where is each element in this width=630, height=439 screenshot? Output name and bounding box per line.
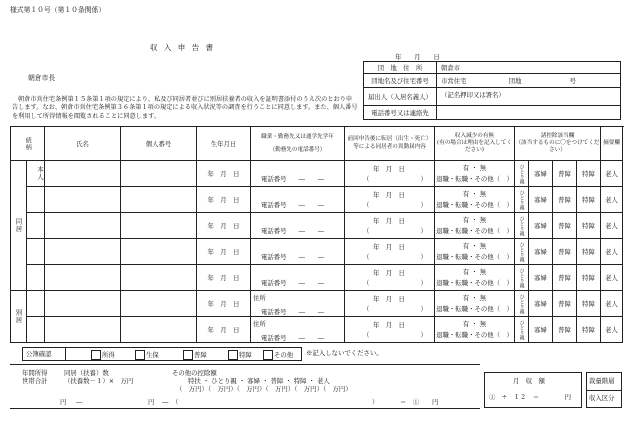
prev-paren: （ ） — [363, 200, 427, 209]
income-cell[interactable] — [435, 265, 515, 291]
work-cell[interactable] — [251, 317, 345, 343]
check-special-disability[interactable] — [228, 350, 252, 360]
prev-date: 年 月 日 — [373, 164, 405, 173]
deduction-header — [515, 127, 601, 161]
mynumber-cell[interactable] — [121, 291, 197, 317]
prev-date: 年 月 日 — [373, 242, 405, 251]
deduction-cell[interactable]: 寡婦 — [529, 291, 553, 317]
table-row — [11, 317, 623, 343]
phone-dashes: ― ― — [298, 279, 325, 287]
mynumber-cell[interactable] — [121, 187, 197, 213]
phone-dashes: ― ― — [298, 253, 325, 261]
prev-date: 年 月 日 — [373, 320, 405, 329]
yen-2: 円 — [148, 398, 155, 406]
birth-cell[interactable]: 年 月 日 — [197, 291, 251, 317]
phone-prefix: 電話番号 — [261, 308, 287, 316]
deduction-cell[interactable]: 寡婦 — [529, 265, 553, 291]
name-header: 氏名 — [45, 127, 121, 161]
employer-address: 住所 — [253, 294, 266, 302]
group-separate: 別居 — [11, 291, 27, 343]
work-cell[interactable] — [251, 291, 345, 317]
checkbox-icon — [135, 350, 145, 360]
birth-cell[interactable]: 年 月 日 — [197, 213, 251, 239]
deduction-cell[interactable]: 特障 — [577, 187, 601, 213]
income-reason: 退職・転職・その他（ ） — [436, 175, 513, 183]
income-yes-no: 有 ・ 無 — [462, 216, 487, 224]
work-phone — [251, 227, 344, 238]
prev-header: 前回申告後に転居（出生・死亡）等による同居者の異動届内容 — [345, 127, 435, 161]
birth-header: 生年月日 — [197, 127, 251, 161]
name-cell[interactable] — [45, 239, 121, 265]
office-label-1: 裁量階層 — [589, 377, 615, 385]
prev-date: 年 月 日 — [373, 268, 405, 277]
deduction-cell[interactable]: 特障 — [577, 213, 601, 239]
relation-cell[interactable] — [27, 265, 45, 291]
relation-cell[interactable] — [27, 317, 45, 343]
prev-date: 年 月 日 — [373, 190, 405, 199]
income-reason: 退職・転職・その他（ ） — [436, 279, 513, 287]
monthly-income-box — [484, 372, 582, 408]
name-cell[interactable] — [45, 317, 121, 343]
relation-cell[interactable]: 本人 — [27, 161, 45, 187]
danchi-suffix: 団地 — [508, 76, 522, 85]
prev-move-cell[interactable] — [345, 187, 435, 213]
birth-cell[interactable]: 年 月 日 — [197, 187, 251, 213]
applicant-table — [363, 61, 621, 120]
deduction-cell[interactable]: 普障 — [553, 187, 577, 213]
prev-move-cell[interactable] — [345, 265, 435, 291]
deduction-cell[interactable]: 普障 — [553, 161, 577, 187]
header-row — [11, 127, 623, 161]
mynumber-header: 個人番号 — [121, 127, 197, 161]
table-row — [11, 265, 623, 291]
table-row — [11, 291, 623, 317]
mynumber-cell[interactable] — [121, 161, 197, 187]
employer-address: 住所 — [253, 320, 266, 328]
income-reason: 退職・転職・その他（ ） — [436, 331, 513, 339]
check-income[interactable] — [91, 350, 115, 360]
income-yes-no: 有 ・ 無 — [462, 242, 487, 250]
person-label: 届出人（入居名義人） — [364, 88, 437, 106]
table-row — [11, 187, 623, 213]
check-other[interactable] — [263, 350, 293, 360]
income-cell[interactable] — [435, 239, 515, 265]
work-cell[interactable] — [251, 239, 345, 265]
prev-date: 年 月 日 — [373, 294, 405, 303]
danchi-label: 団地名及び住宅番号 — [364, 74, 437, 88]
form-number: 様式第１０号（第１０条関係） — [10, 6, 106, 14]
table-row — [11, 161, 623, 187]
deduction-cell[interactable]: 寡婦 — [529, 239, 553, 265]
deduction-cell[interactable]: 老人 — [601, 239, 623, 265]
check-general-disability[interactable] — [183, 350, 207, 360]
check-other-label: その他 — [274, 351, 294, 359]
check-income-label: 所得 — [102, 351, 115, 359]
work-cell[interactable] — [251, 265, 345, 291]
birth-cell[interactable]: 年 月 日 — [197, 161, 251, 187]
relation-cell[interactable] — [27, 239, 45, 265]
income-cell[interactable] — [435, 291, 515, 317]
deduction-cell[interactable]: 老人 — [601, 187, 623, 213]
signature-field[interactable] — [437, 88, 621, 106]
phone-prefix: 電話番号 — [261, 201, 287, 209]
prev-paren: （ ） — [363, 252, 427, 261]
prev-move-cell[interactable] — [345, 317, 435, 343]
calc-bottom-line — [10, 408, 480, 409]
monthly-income-label: 月 収 額 — [513, 377, 545, 385]
work-cell[interactable] — [251, 213, 345, 239]
income-cell[interactable] — [435, 187, 515, 213]
deduction-cell[interactable]: 寡婦 — [529, 213, 553, 239]
income-yes-no: 有 ・ 無 — [462, 294, 487, 302]
deduction-cell[interactable]: ひとり親 — [515, 187, 529, 213]
name-cell[interactable] — [45, 213, 121, 239]
minus-2: ― — [162, 398, 169, 406]
work-header-main: 職業・勤務先又は通学先学年 — [261, 133, 334, 140]
table-row — [11, 213, 623, 239]
prev-paren: （ ） — [363, 330, 427, 339]
annual-income-label: 年間所得 — [22, 369, 48, 377]
phone-prefix: 電話番号 — [261, 227, 287, 235]
work-header-sub: （勤務先の電話番号） — [269, 146, 326, 153]
household-table — [10, 126, 623, 343]
prev-paren: （ ） — [363, 304, 427, 313]
phone-dashes: ― ― — [298, 227, 325, 235]
income-header — [435, 127, 515, 161]
income-cell[interactable] — [435, 161, 515, 187]
prev-move-cell[interactable] — [345, 213, 435, 239]
address-label: 団 地 住 所 — [364, 62, 437, 74]
mynumber-cell[interactable] — [121, 213, 197, 239]
date-line: 年 月 日 — [395, 53, 440, 61]
checkbox-icon — [263, 350, 273, 360]
open-paren: （ — [172, 398, 179, 406]
mynumber-cell[interactable] — [121, 317, 197, 343]
income-cell[interactable] — [435, 317, 515, 343]
deduction-cell[interactable]: 普障 — [553, 213, 577, 239]
mynumber-cell[interactable] — [121, 239, 197, 265]
address-value[interactable]: 朝倉市 — [437, 62, 621, 74]
relation-cell[interactable] — [27, 291, 45, 317]
official-use-note: ※記入しないでください。 — [306, 349, 383, 357]
income-yes-no: 有 ・ 無 — [462, 164, 487, 172]
minus-1: ― — [76, 398, 83, 406]
work-phone — [251, 253, 344, 264]
name-cell[interactable] — [45, 291, 121, 317]
remarks-header: 摘要欄 — [601, 127, 623, 161]
office-divider — [587, 390, 621, 391]
prev-move-cell[interactable] — [345, 239, 435, 265]
declaration-text: 朝倉市営住宅条例第１５条第１項の規定により、私及び同居者並びに別居扶養者の収入を証明書添付のうえ次のとおり申告します。なお、朝倉市営住宅条例第３６条第１項の規定による収入状況等の調査を行うことに同意します。また、個人番号を利用して所得情報を閲覧されることに同意します。 — [12, 96, 358, 120]
income-yes-no: 有 ・ 無 — [462, 190, 487, 198]
public-record-label: 公簿確認 — [26, 350, 52, 358]
income-reason: 退職・転職・その他（ ） — [436, 227, 513, 235]
phone-label: 電話番号又は連絡先 — [364, 106, 437, 120]
checkbox-icon — [91, 350, 101, 360]
deduction-header-main: 諸控除該当欄 — [540, 133, 575, 140]
prev-paren: （ ） — [363, 226, 427, 235]
mynumber-cell[interactable] — [121, 265, 197, 291]
check-special-disability-label: 特障 — [239, 351, 252, 359]
deduction-cell[interactable]: 寡婦 — [529, 317, 553, 343]
office-label-2: 収入区分 — [589, 394, 615, 402]
signature-note: （記名押印又は署名） — [441, 91, 505, 99]
deduction-cell[interactable]: ひとり親 — [515, 213, 529, 239]
deduction-cell[interactable]: 老人 — [601, 265, 623, 291]
deduction-cell[interactable]: 普障 — [553, 239, 577, 265]
work-cell[interactable] — [251, 187, 345, 213]
phone-prefix: 電話番号 — [261, 253, 287, 261]
prev-date: 年 月 日 — [373, 216, 405, 225]
calc-top-line — [10, 364, 480, 365]
phone-prefix: 電話番号 — [261, 175, 287, 183]
work-cell[interactable] — [251, 161, 345, 187]
dependents-label: 同居（扶養）数 — [64, 369, 109, 377]
deduction-cell[interactable]: ひとり親 — [515, 317, 529, 343]
phone-dashes: ― ― — [298, 201, 325, 209]
danchi-value[interactable] — [437, 74, 621, 88]
deduction-cell[interactable]: 寡婦 — [529, 187, 553, 213]
deduction-cell[interactable]: 老人 — [601, 161, 623, 187]
deduction-cell[interactable]: 普障 — [553, 265, 577, 291]
public-record-box — [22, 347, 302, 361]
income-yes-no: 有 ・ 無 — [462, 320, 487, 328]
work-phone — [251, 328, 344, 342]
deduction-cell[interactable]: 特障 — [577, 317, 601, 343]
phone-prefix: 電話番号 — [261, 334, 287, 342]
other-deduction-units: （ 万円）（ 万円）（ 万円）（ 万円）（ 万円）（ 万円） — [176, 385, 352, 393]
table-row — [11, 239, 623, 265]
birth-cell[interactable]: 年 月 日 — [197, 317, 251, 343]
office-use-box — [586, 372, 622, 408]
other-deduction-label: その他の控除額 — [172, 369, 217, 377]
name-cell[interactable] — [45, 161, 121, 187]
monthly-income-formula: ① ÷ １２ ＝ 円 — [489, 393, 572, 401]
work-phone — [251, 279, 344, 290]
income-reason: 退職・転職・その他（ ） — [436, 253, 513, 261]
check-general-disability-label: 普障 — [194, 351, 207, 359]
checkbox-icon — [228, 350, 238, 360]
deduction-cell[interactable]: ひとり親 — [515, 161, 529, 187]
phone-prefix: 電話番号 — [261, 279, 287, 287]
group-cohabit: 同居 — [11, 161, 27, 291]
deduction-cell[interactable]: 特障 — [577, 161, 601, 187]
phone-dashes: ― ― — [298, 175, 325, 183]
page-title: 収 入 申 告 書 — [150, 43, 216, 52]
divider — [65, 348, 66, 360]
check-welfare[interactable] — [135, 350, 159, 360]
danchi-prefix: 市営住宅 — [441, 76, 467, 85]
deduction-cell[interactable]: 普障 — [553, 291, 577, 317]
check-welfare-label: 生保 — [146, 351, 159, 359]
prev-move-cell[interactable] — [345, 291, 435, 317]
prev-paren: （ ） — [363, 174, 427, 183]
deduction-cell[interactable]: 特障 — [577, 239, 601, 265]
income-cell[interactable] — [435, 213, 515, 239]
prev-move-cell[interactable] — [345, 161, 435, 187]
dependents-formula: （扶養数－１）× 万円 — [64, 377, 134, 385]
income-header-main: 収入減少の有無 — [454, 133, 495, 140]
deduction-cell[interactable]: ひとり親 — [515, 239, 529, 265]
name-cell[interactable] — [45, 187, 121, 213]
deduction-cell[interactable]: 特障 — [577, 265, 601, 291]
deduction-cell[interactable]: 特障 — [577, 291, 601, 317]
income-yes-no: 有 ・ 無 — [462, 268, 487, 276]
go-suffix: 号 — [569, 76, 576, 85]
deduction-cell[interactable]: ひとり親 — [515, 265, 529, 291]
relation-header: 続柄 — [11, 127, 45, 161]
yen-1: 円 — [60, 398, 67, 406]
relation-cell[interactable] — [27, 213, 45, 239]
income-header-sub: (有の場合は理由を記入してください) — [437, 140, 512, 153]
addressee: 朝倉市長 — [28, 74, 56, 82]
income-reason: 退職・転職・その他（ ） — [436, 201, 513, 209]
birth-cell[interactable]: 年 月 日 — [197, 265, 251, 291]
other-deduction-items: 特扶 ・ ひとり親 ・ 寡婦 ・ 普障 ・ 特障 ・ 老人 — [188, 377, 330, 385]
relation-cell[interactable] — [27, 187, 45, 213]
phone-dashes: ― ― — [298, 308, 325, 316]
checkbox-icon — [183, 350, 193, 360]
result-value: ＝ ① 円 — [400, 398, 439, 406]
work-phone — [251, 302, 344, 316]
phone-field[interactable] — [437, 106, 621, 120]
annual-income-sub: 世帯合計 — [22, 377, 48, 385]
close-paren: ） — [372, 398, 379, 406]
deduction-header-sub: （該当するものに〇をつけてください） — [515, 140, 600, 153]
income-reason: 退職・転職・その他（ ） — [436, 305, 513, 313]
phone-dashes: ― ― — [298, 334, 325, 342]
deduction-cell[interactable]: 寡婦 — [529, 161, 553, 187]
birth-cell[interactable]: 年 月 日 — [197, 239, 251, 265]
deduction-cell[interactable]: 普障 — [553, 317, 577, 343]
work-phone — [251, 175, 344, 186]
deduction-cell[interactable]: 老人 — [601, 291, 623, 317]
name-cell[interactable] — [45, 265, 121, 291]
deduction-cell[interactable]: 老人 — [601, 213, 623, 239]
work-phone — [251, 201, 344, 212]
prev-paren: （ ） — [363, 278, 427, 287]
work-header — [251, 127, 345, 161]
deduction-cell[interactable]: 老人 — [601, 317, 623, 343]
deduction-cell[interactable]: ひとり親 — [515, 291, 529, 317]
